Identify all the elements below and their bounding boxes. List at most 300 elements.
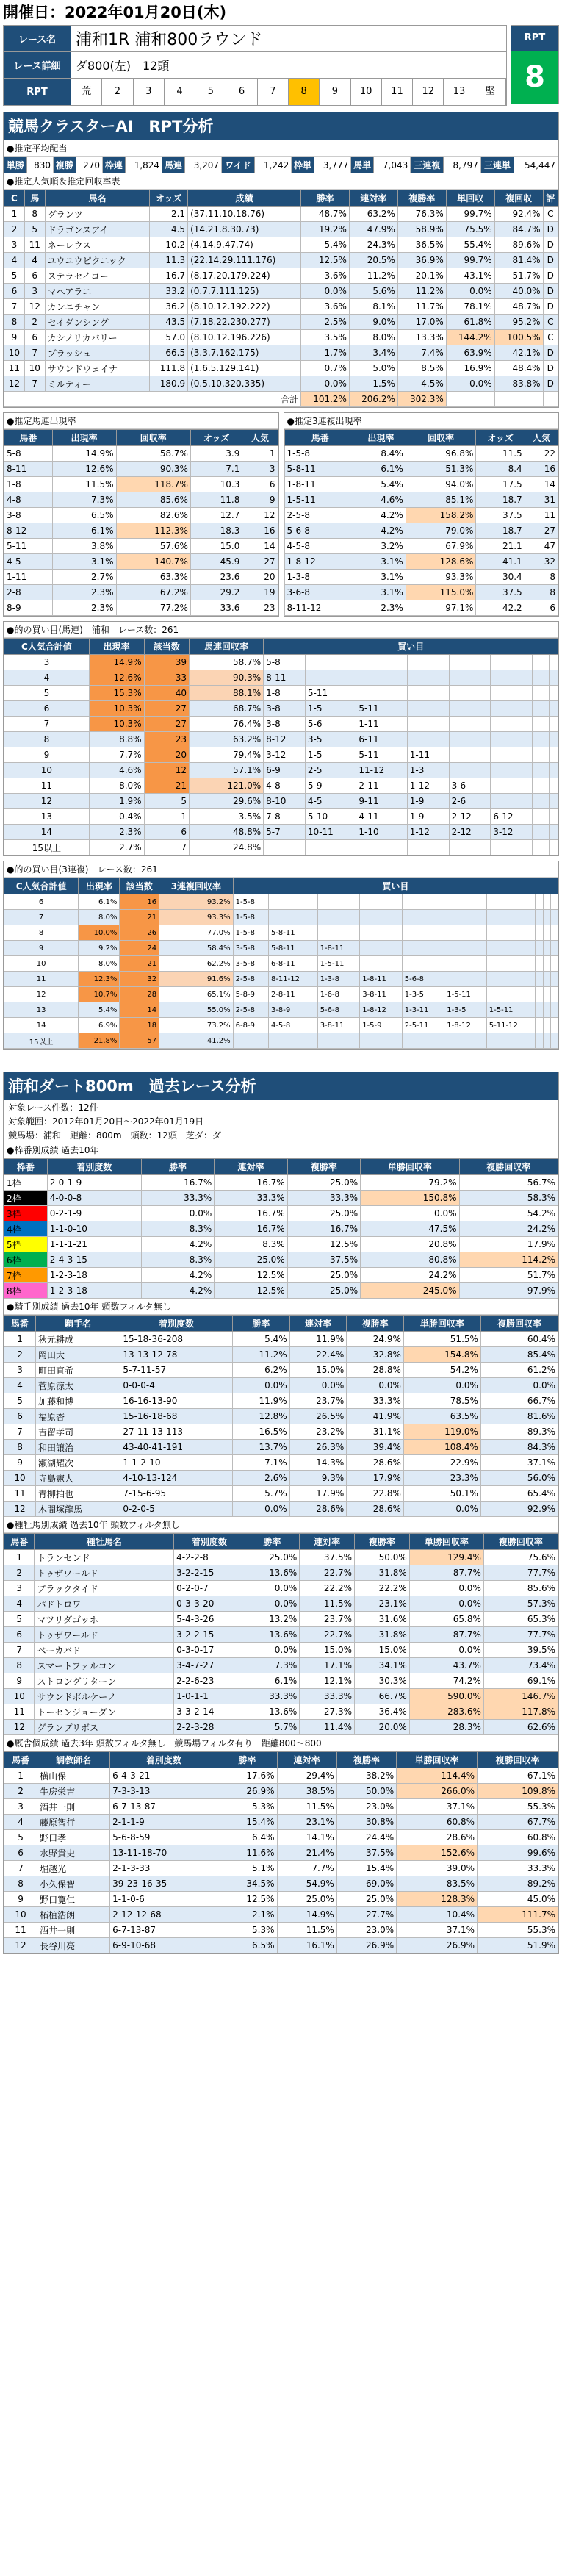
table-cell: 6.5% — [217, 1938, 277, 1953]
table-cell: 56.7% — [459, 1175, 558, 1191]
table-cell: 27-11-13-113 — [120, 1424, 233, 1440]
table-cell: 7 — [144, 840, 189, 855]
table-row — [4, 987, 558, 1002]
table-cell: D — [543, 361, 558, 376]
table-cell: 73.2% — [159, 1018, 234, 1033]
table-cell: 42.1% — [494, 345, 543, 361]
table-cell: 2-5-11 — [402, 1018, 444, 1033]
table-cell: 16.9% — [446, 361, 494, 376]
table-cell: 26.9% — [336, 1938, 396, 1953]
table-cell: 5.7% — [233, 1486, 290, 1502]
table-cell — [449, 732, 491, 747]
table-row — [4, 1596, 558, 1612]
payout-type: 複勝 — [54, 157, 76, 173]
table-cell — [449, 747, 491, 763]
table-cell — [444, 925, 487, 941]
column-header: 勝率 — [301, 190, 350, 207]
table-cell — [543, 1018, 550, 1033]
table-cell: 39-23-16-35 — [110, 1876, 217, 1892]
table-cell: 26.9% — [397, 1938, 478, 1953]
table-cell — [486, 941, 536, 956]
rpt-scale-cell: 3 — [134, 79, 165, 105]
table-cell: 6.1% — [245, 1673, 300, 1689]
table-cell: 1-5-11 — [444, 987, 487, 1002]
table-cell: (22.14.29.111.176) — [188, 253, 301, 268]
table-cell: 111.8 — [150, 361, 188, 376]
table-row — [284, 600, 558, 616]
table-cell — [533, 794, 541, 809]
table-row — [4, 1907, 558, 1923]
table-cell: 2.6% — [233, 1471, 290, 1486]
table-cell: 79.2% — [361, 1175, 459, 1191]
table-cell — [541, 655, 550, 670]
table-cell — [402, 1033, 444, 1049]
table-cell: 28.6% — [397, 1830, 478, 1845]
sanren-label: ●推定3連複出現率 — [284, 413, 559, 429]
table-cell: 51.3% — [406, 462, 476, 477]
table-cell — [360, 1033, 403, 1049]
table-cell: 10 — [4, 763, 90, 778]
table-cell: 140.7% — [116, 554, 190, 570]
table-cell: 78.1% — [446, 299, 494, 315]
table-cell: 2-0-1-9 — [47, 1175, 141, 1191]
table-cell — [407, 670, 449, 686]
table-cell: 0.0% — [409, 1581, 483, 1596]
table-cell: D — [543, 222, 558, 237]
table-cell — [533, 825, 541, 840]
table-cell: 12.5% — [301, 253, 350, 268]
table-cell: 5-8-11 — [268, 941, 317, 956]
table-row — [4, 492, 278, 508]
table-cell: 28.6% — [347, 1455, 404, 1471]
table-cell: (8.10.12.192.222) — [188, 299, 301, 315]
table-cell: 7-8 — [264, 809, 306, 825]
table-cell: 43.5 — [150, 315, 188, 330]
table-cell: 114.4% — [397, 1768, 478, 1784]
table-cell: 2.5% — [301, 315, 350, 330]
total-label: 合計 — [4, 392, 301, 407]
table-cell: 39.0% — [397, 1861, 478, 1876]
table-cell: 26.5% — [289, 1409, 347, 1424]
table-cell: 119.0% — [403, 1424, 480, 1440]
buy-table — [4, 638, 558, 855]
table-cell: 23.2% — [289, 1424, 347, 1440]
table-cell: 1-11 — [407, 747, 449, 763]
payout-type: 枠単 — [292, 157, 314, 173]
table-cell: 3-8-11 — [317, 1018, 360, 1033]
table-cell: 8.4 — [476, 462, 525, 477]
table-cell: 26.3% — [289, 1440, 347, 1455]
table-cell: 109.8% — [478, 1784, 558, 1799]
table-cell — [360, 925, 403, 941]
table-row — [284, 446, 558, 462]
table-cell: 藤原智行 — [37, 1815, 110, 1830]
rpt-scale-cell: 11 — [382, 79, 413, 105]
column-header: 人気 — [242, 430, 278, 446]
table-cell: 3.6% — [301, 268, 350, 284]
table-cell: 4 — [4, 1378, 36, 1393]
table-cell: 2-5-8 — [284, 508, 356, 523]
table-cell: 5枠 — [4, 1237, 48, 1252]
table-cell: C — [543, 207, 558, 222]
table-cell: 1-5-8 — [233, 910, 268, 925]
table-cell: 0.0% — [403, 1378, 480, 1393]
table-cell: 23.7% — [289, 1393, 347, 1409]
table-cell: 11.8 — [190, 492, 242, 508]
column-header: 馬番 — [4, 430, 53, 446]
table-cell — [491, 763, 533, 778]
column-header: 人気 — [525, 430, 558, 446]
table-cell: 91.6% — [159, 972, 234, 987]
table-cell: 2-4-3-15 — [47, 1252, 141, 1268]
table-cell: 1-5-8 — [233, 925, 268, 941]
table-row — [4, 809, 558, 825]
table-cell: 2-12 — [449, 825, 491, 840]
table-cell: 66.7% — [355, 1689, 410, 1704]
table-cell — [305, 840, 356, 855]
table-cell: 158.2% — [406, 508, 476, 523]
column-header: C — [4, 190, 25, 207]
table-cell: 5.4% — [79, 1002, 120, 1018]
table-row — [4, 330, 558, 345]
table-cell: 1-11 — [4, 570, 53, 585]
table-cell: 28.6% — [289, 1502, 347, 1517]
table-cell: 50.0% — [355, 1550, 410, 1565]
table-cell: 7 — [4, 1643, 35, 1658]
past-info-line: 対象範囲：2012年01月20日～2022年01月19日 — [8, 1116, 204, 1127]
rpt-box-label: RPT — [511, 26, 558, 51]
table-cell: 57.1% — [189, 763, 263, 778]
table-cell: 17.0% — [397, 315, 446, 330]
table-cell: 20.5% — [349, 253, 397, 268]
table-cell — [317, 894, 360, 910]
table-cell: 8.0% — [79, 956, 120, 972]
table-cell: 33.6 — [190, 600, 242, 616]
table-cell: 83.5% — [397, 1876, 478, 1892]
table-cell: 1-5-11 — [284, 492, 356, 508]
table-cell: 24 — [120, 941, 159, 956]
table-row — [4, 825, 558, 840]
table-cell: 8.3% — [141, 1252, 214, 1268]
table-cell: 40 — [144, 686, 189, 701]
column-header: 出現率 — [356, 430, 406, 446]
table-cell: 11 — [4, 361, 25, 376]
table-cell — [550, 956, 558, 972]
table-cell: 2.1% — [217, 1907, 277, 1923]
table-cell: 15.3% — [89, 686, 144, 701]
table-cell: 4-10-13-124 — [120, 1471, 233, 1486]
table-cell — [536, 925, 543, 941]
table-cell: 16.7% — [215, 1206, 287, 1221]
table-cell: 0-0-0-4 — [120, 1378, 233, 1393]
table-cell: グランツ — [45, 207, 150, 222]
table-cell — [550, 686, 558, 701]
table-cell: 11.5 — [476, 446, 525, 462]
table-cell — [449, 763, 491, 778]
table-cell: 37.5 — [476, 508, 525, 523]
table-cell: 1-8-11 — [284, 477, 356, 492]
table-cell: 0.0% — [141, 1206, 214, 1221]
column-header: 着別度数 — [120, 1316, 233, 1332]
table-row — [4, 284, 558, 299]
table-cell — [402, 925, 444, 941]
table-cell: 5-9 — [305, 778, 356, 794]
table-cell: 21 — [120, 910, 159, 925]
column-header: 馬連回収率 — [189, 639, 263, 655]
table-cell: 16.7% — [215, 1221, 287, 1237]
table-cell: 3.6% — [301, 299, 350, 315]
table-cell: 26.9% — [217, 1784, 277, 1799]
table-cell: 4-5 — [4, 554, 53, 570]
table-row — [284, 539, 558, 554]
table-cell: 9 — [4, 1673, 35, 1689]
table-cell: 27.7% — [336, 1907, 396, 1923]
table-cell: 12.6% — [52, 462, 116, 477]
table-cell: トランセンド — [35, 1550, 174, 1565]
table-cell: ユウユウピクニック — [45, 253, 150, 268]
table-cell: 47 — [525, 539, 558, 554]
payout-value: 830 — [26, 157, 54, 173]
table-cell: 54.2% — [403, 1363, 480, 1378]
table-row — [284, 570, 558, 585]
table-cell: 12 — [4, 987, 79, 1002]
table-cell: 1-2-3-18 — [47, 1283, 141, 1299]
sanren-section — [284, 412, 560, 617]
table-cell: 6.2% — [233, 1363, 290, 1378]
table-cell: 12.5% — [217, 1892, 277, 1907]
table-cell: 3 — [242, 462, 278, 477]
table-cell: 9.0% — [349, 315, 397, 330]
table-cell: 12.5% — [215, 1283, 287, 1299]
table-cell: 25.0% — [215, 1252, 287, 1268]
table-row — [284, 585, 558, 600]
table-cell: 5-8-9 — [233, 987, 268, 1002]
table-cell: 8-10 — [264, 794, 306, 809]
table-cell: 33.3% — [300, 1689, 355, 1704]
table-cell: 17.5 — [476, 477, 525, 492]
table-cell: 1-3-5 — [402, 987, 444, 1002]
payout-type: ワイド — [222, 157, 255, 173]
table-cell: 51.7% — [494, 268, 543, 284]
column-header: 単勝回収率 — [409, 1534, 483, 1550]
column-header: 単勝回収率 — [361, 1159, 459, 1175]
table-cell: 0.7% — [301, 361, 350, 376]
payout-value: 54,447 — [514, 157, 558, 173]
column-header: 連対率 — [215, 1159, 287, 1175]
table-cell: 85.1% — [406, 492, 476, 508]
table-cell — [550, 987, 558, 1002]
table-cell: 12 — [4, 376, 25, 392]
table-cell: 8-12 — [264, 732, 306, 747]
table-cell — [550, 1033, 558, 1049]
table-cell — [449, 717, 491, 732]
table-cell — [543, 910, 550, 925]
table-cell — [541, 670, 550, 686]
table-cell: 4-2-2-8 — [174, 1550, 245, 1565]
table-cell: 8 — [24, 207, 45, 222]
table-cell: 3-8-11 — [360, 987, 403, 1002]
table-cell — [444, 941, 487, 956]
table-row — [4, 1424, 558, 1440]
table-cell: 9.3% — [289, 1471, 347, 1486]
table-cell: 2-1-1-9 — [110, 1815, 217, 1830]
table-cell: 5-11 — [4, 539, 53, 554]
payout-value: 1,824 — [125, 157, 162, 173]
table-cell: 1-3 — [407, 763, 449, 778]
table-cell: 6.4% — [217, 1830, 277, 1845]
table-row — [4, 1550, 558, 1565]
table-cell: 5 — [144, 794, 189, 809]
table-cell: 2-5 — [305, 763, 356, 778]
table-cell: 6.1% — [52, 523, 116, 539]
table-cell: 266.0% — [397, 1784, 478, 1799]
table-cell: 10 — [4, 956, 79, 972]
table-cell: 菅原涼太 — [36, 1378, 120, 1393]
table-cell: 3-2-2-15 — [174, 1565, 245, 1581]
table-cell: 27 — [242, 554, 278, 570]
table-cell: 2.7% — [89, 840, 144, 855]
table-cell: 11 — [525, 508, 558, 523]
table-cell: 36.2 — [150, 299, 188, 315]
table-cell: 6-7-13-87 — [110, 1923, 217, 1938]
table-row — [4, 1938, 558, 1953]
table-cell — [449, 701, 491, 717]
table-cell: 1-8-12 — [284, 554, 356, 570]
table-row — [4, 1892, 558, 1907]
table-cell — [360, 910, 403, 925]
table-cell: 10 — [4, 1689, 35, 1704]
table-cell — [268, 910, 317, 925]
table-cell: 97.1% — [406, 600, 476, 616]
column-header: 勝率 — [233, 1316, 290, 1332]
table-row — [4, 1455, 558, 1471]
table-cell — [543, 956, 550, 972]
table-cell — [541, 717, 550, 732]
table-cell: 60.8% — [478, 1830, 558, 1845]
table-cell — [491, 686, 533, 701]
table-cell: 15以上 — [4, 1033, 79, 1049]
table-row — [4, 570, 278, 585]
table-cell: 48.4% — [494, 361, 543, 376]
table-cell: 1-1-0-6 — [110, 1892, 217, 1907]
payout-value: 270 — [76, 157, 103, 173]
table-cell — [356, 655, 407, 670]
table-cell: 14.9% — [277, 1907, 336, 1923]
table-cell: 12.8% — [233, 1409, 290, 1424]
table-cell: 65.4% — [480, 1486, 558, 1502]
table-cell: 10.0% — [79, 925, 120, 941]
table-cell: 1 — [4, 1768, 37, 1784]
table-cell: 12 — [4, 1720, 35, 1735]
table-cell: 1 — [4, 1550, 35, 1565]
table-cell: 8.8% — [89, 732, 144, 747]
table-row — [4, 701, 558, 717]
table-cell: 8.0% — [349, 330, 397, 345]
table-cell: 長谷川亮 — [37, 1938, 110, 1953]
column-header: 複勝回収率 — [480, 1316, 558, 1332]
table-cell: 8-12 — [4, 523, 53, 539]
table-row — [4, 1799, 558, 1815]
table-cell: 65.8% — [409, 1612, 483, 1627]
column-header: 単勝回収率 — [397, 1752, 478, 1768]
table-cell: 11.9% — [289, 1332, 347, 1347]
table-cell: 146.7% — [483, 1689, 558, 1704]
table-cell: 12.5% — [215, 1268, 287, 1283]
table-cell: 9 — [4, 330, 25, 345]
table-cell — [486, 1033, 536, 1049]
table-row — [4, 1830, 558, 1845]
payout-label: ●推定平均配当 — [4, 140, 558, 157]
table-row — [4, 910, 558, 925]
table-cell: 10-11 — [305, 825, 356, 840]
table-row — [4, 1876, 558, 1892]
table-cell: 77.2% — [116, 600, 190, 616]
table-row — [4, 1221, 558, 1237]
popularity-table — [4, 190, 558, 407]
rpt-scale-cell: 堅 — [475, 79, 506, 105]
table-cell — [541, 840, 550, 855]
table-cell: 25.0% — [245, 1550, 300, 1565]
blank-cell — [494, 392, 543, 407]
table-cell: 23.3% — [403, 1471, 480, 1486]
table-row — [4, 1502, 558, 1517]
table-cell: 62.2% — [159, 956, 234, 972]
table-cell: 47.5% — [361, 1221, 459, 1237]
table-cell: 55.3% — [478, 1799, 558, 1815]
table-cell: 283.6% — [409, 1704, 483, 1720]
table-cell — [541, 809, 550, 825]
table-cell: C — [543, 315, 558, 330]
table-cell: 10 — [24, 361, 45, 376]
table-cell: 27 — [144, 701, 189, 717]
table-cell: 23 — [242, 600, 278, 616]
table-cell: 10 — [4, 1907, 37, 1923]
table-cell: 5.6% — [349, 284, 397, 299]
table-cell: 4.2% — [141, 1237, 214, 1252]
table-cell: 11 — [4, 1704, 35, 1720]
table-cell: 3-12 — [491, 825, 533, 840]
table-cell: 9-11 — [356, 794, 407, 809]
table-cell: 2-11 — [356, 778, 407, 794]
table-cell: 14.3% — [289, 1455, 347, 1471]
table-cell: 17.9% — [459, 1237, 558, 1252]
table-cell: 12.5% — [287, 1237, 360, 1252]
table-cell: 36.4% — [355, 1704, 410, 1720]
table-cell: 180.9 — [150, 376, 188, 392]
table-cell: 10 — [4, 1471, 36, 1486]
table-cell: パドトロワ — [35, 1596, 174, 1612]
table-cell: 43.7% — [409, 1658, 483, 1673]
table-cell: 41.9% — [347, 1409, 404, 1424]
table-cell: 加藤和博 — [36, 1393, 120, 1409]
table-row — [4, 1033, 558, 1049]
column-header: オッズ — [190, 430, 242, 446]
buy3-label: ●的の買い目(3連複) レース数：261 — [4, 861, 558, 878]
table-cell: (0.5.10.320.335) — [188, 376, 301, 392]
table-cell: 0-3-3-20 — [174, 1596, 245, 1612]
table-cell: 77.7% — [483, 1565, 558, 1581]
table-row — [4, 600, 278, 616]
table-row — [4, 1845, 558, 1861]
table-cell: 3 — [4, 655, 90, 670]
table-cell — [486, 925, 536, 941]
table-cell: 4.2% — [141, 1268, 214, 1283]
table-cell: 17.6% — [217, 1768, 277, 1784]
table-cell: (0.7.7.111.125) — [188, 284, 301, 299]
jockey-label: ●騎手別成績 過去10年 頭数フィルタ無し — [4, 1299, 558, 1315]
column-header: 複勝回収率 — [459, 1159, 558, 1175]
table-cell: 24.3% — [349, 237, 397, 253]
